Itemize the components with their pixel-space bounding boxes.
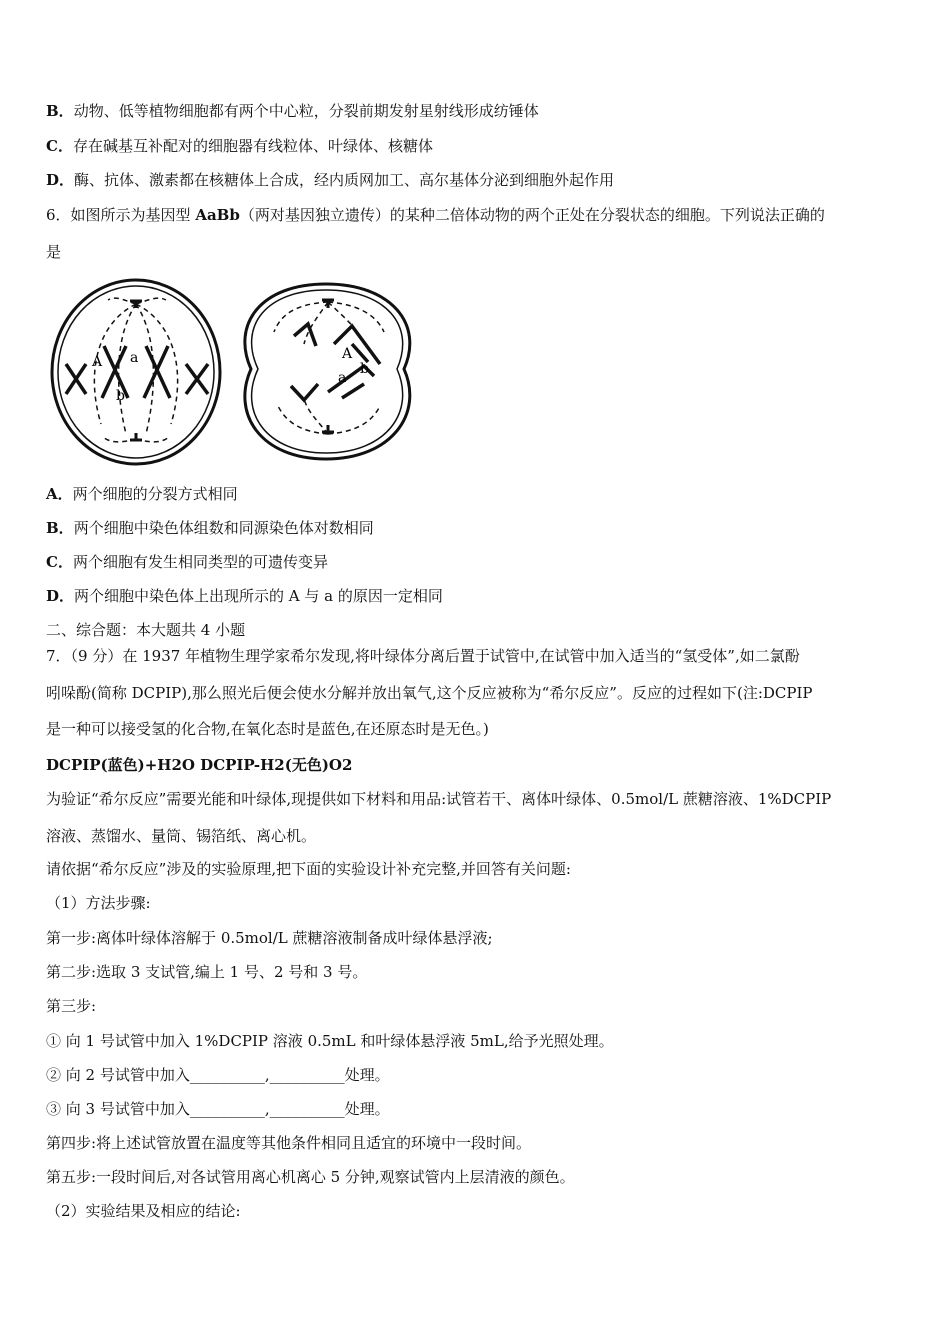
- q7-line7: 请依据“希尔反应”涉及的实验原理,把下面的实验设计补充完整,并回答有关问题:: [46, 860, 571, 878]
- section2-title: 二、综合题：本大题共 4 小题: [46, 621, 246, 639]
- label-b-cell1: b: [116, 388, 125, 404]
- label-b-cell2: b: [360, 361, 369, 377]
- q6-stem-line2: 是: [46, 243, 62, 261]
- label-A-cell1: A: [92, 354, 103, 370]
- q7-step3: 第三步:: [46, 997, 97, 1015]
- q6-option-a: A．两个细胞的分裂方式相同: [46, 485, 238, 503]
- q7-step2: 第二步:选取 3 支试管,编上 1 号、2 号和 3 号。: [46, 963, 368, 981]
- q7-part2: （2）实验结果及相应的结论:: [46, 1202, 241, 1220]
- cell-1: [52, 280, 220, 464]
- q7-step5: 第五步:一段时间后,对各试管用离心机离心 5 分钟,观察试管内上层清液的颜色。: [46, 1168, 575, 1186]
- q6-stem-line1: 6．如图所示为基因型 AaBb（两对基因独立遗传）的某种二倍体动物的两个正处在分裂状态的细胞。下列说法正确的: [46, 206, 825, 224]
- q6-option-b: B．两个细胞中染色体组数和同源染色体对数相同: [46, 519, 374, 537]
- q5-option-b: B．动物、低等植物细胞都有两个中心粒，分裂前期发射星射线形成纺锤体: [46, 102, 539, 120]
- q7-line2: 吲哚酚(简称 DCPIP),那么照光后便会使水分解并放出氧气,这个反应被称为“希尔反应”。反应的过程如下(注:DCPIP: [46, 684, 813, 702]
- q7-sub1: ① 向 1 号试管中加入 1%DCPIP 溶液 0.5mL 和叶绿体悬浮液 5mL,给予光照处理。: [46, 1032, 614, 1050]
- cell-2: [245, 284, 410, 459]
- q7-part1: （1）方法步骤:: [46, 894, 151, 912]
- q7-sub3: ③ 向 3 号试管中加入__________,__________处理。: [46, 1100, 390, 1118]
- cell-division-diagram: [46, 274, 426, 469]
- q6-option-c: C．两个细胞有发生相同类型的可遗传变异: [46, 553, 328, 571]
- q7-equation: DCPIP(蓝色)+H2O DCPIP-H2(无色)O2: [46, 756, 353, 774]
- label-A-cell2: A: [342, 346, 353, 362]
- q7-sub2: ② 向 2 号试管中加入__________,__________处理。: [46, 1066, 390, 1084]
- q6-option-d: D．两个细胞中染色体上出现所示的 A 与 a 的原因一定相同: [46, 587, 443, 605]
- cell-division-figure: [46, 274, 426, 469]
- q5-option-d: D．酶、抗体、激素都在核糖体上合成，经内质网加工、高尔基体分泌到细胞外起作用: [46, 171, 615, 189]
- q7-line6: 溶液、蒸馏水、量筒、锡箔纸、离心机。: [46, 827, 317, 845]
- label-a-cell1: a: [130, 350, 139, 366]
- label-a-cell2: a: [338, 370, 347, 386]
- q7-line1: 7．（9 分）在 1937 年植物生理学家希尔发现,将叶绿体分离后置于试管中,在试管中加入适当的“氢受体”,如二氯酚: [46, 647, 800, 665]
- q7-step1: 第一步:离体叶绿体溶解于 0.5mol/L 蔗糖溶液制备成叶绿体悬浮液;: [46, 929, 493, 947]
- q7-line3: 是一种可以接受氢的化合物,在氧化态时是蓝色,在还原态时是无色。): [46, 720, 489, 738]
- q7-line5: 为验证“希尔反应”需要光能和叶绿体,现提供如下材料和用品:试管若干、离体叶绿体、0.5mol/L 蔗糖溶液、1%DCPIP: [46, 790, 832, 808]
- q5-option-c: C．存在碱基互补配对的细胞器有线粒体、叶绿体、核糖体: [46, 137, 433, 155]
- q7-step4: 第四步:将上述试管放置在温度等其他条件相同且适宜的环境中一段时间。: [46, 1134, 532, 1152]
